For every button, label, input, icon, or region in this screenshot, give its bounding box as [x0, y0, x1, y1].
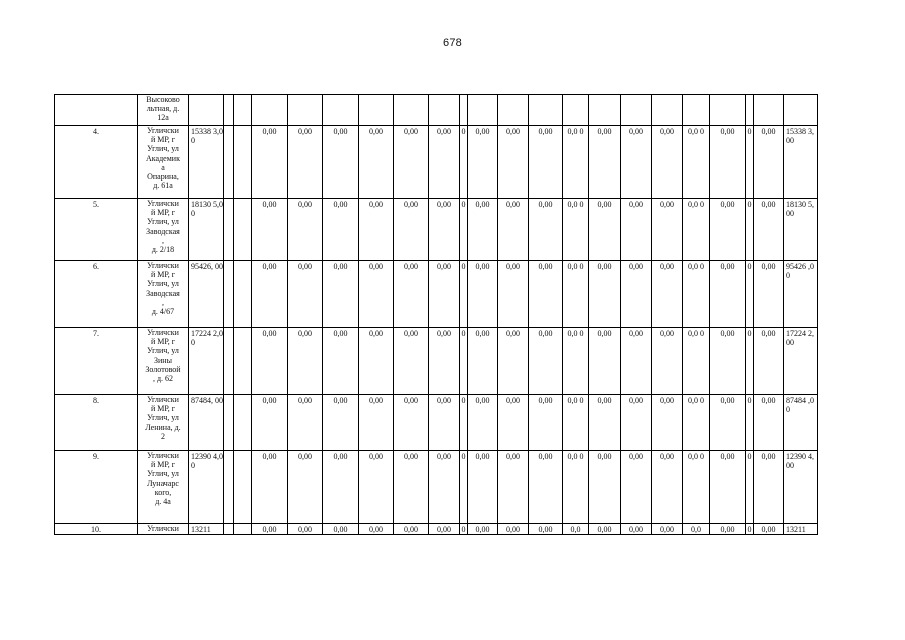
value-cell	[589, 95, 621, 126]
address-cell	[138, 328, 189, 395]
value-cell: 0,00	[468, 395, 498, 451]
value-cell: 0	[460, 261, 468, 328]
value-cell: 0,00	[288, 395, 323, 451]
value-cell: 0,00	[468, 261, 498, 328]
empty-cell	[234, 199, 252, 261]
value-cell	[746, 95, 754, 126]
value-cell: 0,00	[710, 126, 746, 199]
value-cell: 0,00	[394, 328, 429, 395]
value-cell: 0,00	[710, 328, 746, 395]
address-cell	[138, 524, 189, 535]
value-cell: 0	[460, 199, 468, 261]
value-cell	[288, 95, 323, 126]
amount-cell: 87484, 00	[189, 395, 224, 451]
value-cell: 0,00	[288, 126, 323, 199]
value-cell: 0	[747, 525, 752, 534]
address-line: й МР, г	[150, 135, 176, 145]
value-cell: 0,00	[323, 451, 359, 524]
empty-cell	[234, 95, 252, 126]
address-line: кого,	[154, 487, 172, 497]
empty-cell	[224, 524, 234, 535]
address-line: Опарина,	[147, 172, 179, 182]
address-line: д. 61а	[153, 181, 173, 191]
value-cell	[252, 95, 288, 126]
table-row	[55, 199, 818, 261]
address-line: Угличски	[147, 451, 179, 460]
value-cell: 0	[460, 451, 468, 524]
address-cell	[138, 199, 189, 261]
value-cell: 0,0 0	[683, 199, 710, 261]
value-cell: 0,00	[754, 261, 784, 328]
table-row	[55, 395, 818, 451]
value-cell: 0,00	[323, 328, 359, 395]
value-cell: 0,00	[652, 451, 683, 524]
value-cell: 0,00	[468, 328, 498, 395]
value-cell: 0,00	[468, 524, 498, 535]
value-cell: 0,00	[468, 199, 498, 261]
value-cell: 0,00	[323, 261, 359, 328]
value-cell: 0,00	[359, 524, 394, 535]
row-number-cell: 5.	[55, 199, 138, 261]
value-cell: 0,00	[394, 451, 429, 524]
value-cell: 0,00	[529, 328, 563, 395]
address-line: Высоково	[146, 95, 180, 104]
value-cell: 0,00	[589, 261, 621, 328]
value-cell: 0,00	[589, 524, 621, 535]
address-line: Угличски	[147, 126, 179, 135]
empty-cell	[224, 395, 234, 451]
value-cell: 0,00	[468, 451, 498, 524]
address-line: Угличски	[147, 328, 179, 337]
address-line: й МР, г	[150, 270, 176, 280]
value-cell: 0,00	[498, 328, 529, 395]
value-cell: 0,00	[621, 524, 652, 535]
address-cell	[138, 126, 189, 199]
value-cell	[563, 95, 589, 126]
amount-cell: 13211	[189, 524, 224, 535]
value-cell: 0,00	[498, 524, 529, 535]
value-cell	[468, 95, 498, 126]
empty-cell	[234, 524, 252, 535]
address-cell	[138, 451, 189, 524]
value-cell: 0,0 0	[563, 395, 589, 451]
address-line: Углич, ул	[147, 413, 179, 423]
value-cell: 0,00	[359, 395, 394, 451]
value-cell: 0,00	[652, 328, 683, 395]
value-cell	[652, 95, 683, 126]
empty-cell	[234, 451, 252, 524]
row-number-cell: 9.	[55, 451, 138, 524]
value-cell: 0,00	[754, 451, 784, 524]
value-cell: 0,00	[710, 199, 746, 261]
value-cell: 0,0 0	[563, 328, 589, 395]
value-cell	[621, 95, 652, 126]
row-number-cell: 6.	[55, 261, 138, 328]
amount-cell: 17224 2,00	[189, 328, 224, 395]
address-line: Углич, ул	[147, 469, 179, 479]
value-cell: 0,00	[394, 524, 429, 535]
empty-cell	[234, 328, 252, 395]
value-cell: 0,00	[710, 395, 746, 451]
address-line: Углич, ул	[147, 217, 179, 227]
value-cell: 0	[746, 126, 754, 199]
address-line: д. 2/18	[151, 245, 175, 255]
value-cell: 0,0	[563, 524, 589, 535]
row-number-cell: 10.	[55, 524, 138, 535]
table-row	[55, 95, 818, 126]
value-cell: 0,00	[529, 524, 563, 535]
value-cell: 0,00	[754, 328, 784, 395]
address-line: ,	[162, 235, 164, 245]
value-cell	[498, 95, 529, 126]
total-cell: 87484 ,00	[784, 395, 818, 451]
address-line: Угличски	[147, 199, 179, 208]
address-line: а	[161, 162, 165, 172]
value-cell	[323, 95, 359, 126]
value-cell: 0,00	[394, 126, 429, 199]
value-cell: 0,00	[288, 261, 323, 328]
value-cell: 0,00	[754, 126, 784, 199]
total-cell: 12390 4,00	[784, 451, 818, 524]
value-cell: 0,00	[652, 126, 683, 199]
value-cell: 0,00	[468, 126, 498, 199]
value-cell: 0,00	[429, 524, 460, 535]
value-cell: 0,00	[429, 126, 460, 199]
value-cell: 0,00	[589, 451, 621, 524]
value-cell: 0,00	[529, 199, 563, 261]
value-cell: 0,00	[710, 451, 746, 524]
value-cell: 0,00	[429, 451, 460, 524]
value-cell: 0,00	[754, 524, 784, 535]
table-row	[55, 451, 818, 524]
total-cell: 95426 ,00	[784, 261, 818, 328]
value-cell	[359, 95, 394, 126]
value-cell: 0,00	[589, 199, 621, 261]
value-cell	[429, 95, 460, 126]
amount-cell	[189, 95, 224, 126]
value-cell: 0,0 0	[563, 261, 589, 328]
value-cell: 0,00	[710, 261, 746, 328]
value-cell: 0,00	[621, 261, 652, 328]
value-cell: 0,00	[288, 328, 323, 395]
value-cell: 0	[460, 126, 468, 199]
value-cell: 0,00	[288, 199, 323, 261]
data-table-wrapper	[54, 94, 818, 535]
value-cell: 0,00	[754, 395, 784, 451]
address-line: Угличски	[147, 261, 179, 270]
value-cell: 0,00	[252, 261, 288, 328]
address-line: д. 4/67	[151, 307, 175, 317]
value-cell: 0,00	[429, 395, 460, 451]
value-cell: 0,00	[710, 524, 746, 535]
row-number-cell: 7.	[55, 328, 138, 395]
value-cell: 0	[746, 395, 754, 451]
value-cell: 0,00	[621, 451, 652, 524]
value-cell: 0,00	[394, 395, 429, 451]
value-cell: 0,00	[589, 395, 621, 451]
value-cell: 0,00	[394, 261, 429, 328]
row-number-cell: 8.	[55, 395, 138, 451]
value-cell: 0,0	[683, 524, 710, 535]
total-cell: 18130 5,00	[784, 199, 818, 261]
value-cell: 0,00	[498, 395, 529, 451]
value-cell: 0,0 0	[683, 261, 710, 328]
address-line: льтная, д.	[146, 104, 180, 114]
value-cell: 0,00	[252, 126, 288, 199]
value-cell: 0,00	[652, 199, 683, 261]
address-cell	[138, 395, 189, 451]
value-cell: 0,00	[359, 199, 394, 261]
address-cell	[138, 95, 189, 126]
value-cell: 0,00	[252, 451, 288, 524]
value-cell: 0,0 0	[563, 451, 589, 524]
empty-cell	[234, 395, 252, 451]
value-cell: 0,00	[323, 395, 359, 451]
amount-cell: 95426, 00	[189, 261, 224, 328]
address-line: д. 4а	[155, 497, 171, 507]
value-cell: 0	[460, 395, 468, 451]
value-cell: 0,0 0	[563, 126, 589, 199]
row-number-cell	[55, 95, 138, 126]
value-cell: 0,00	[621, 126, 652, 199]
address-line: ,	[162, 297, 164, 307]
amount-cell: 18130 5,00	[189, 199, 224, 261]
value-cell: 0,0 0	[683, 451, 710, 524]
empty-cell	[224, 126, 234, 199]
value-cell: 0,00	[429, 261, 460, 328]
table-row	[55, 524, 818, 535]
value-cell	[754, 95, 784, 126]
empty-cell	[234, 261, 252, 328]
value-cell: 0,00	[589, 328, 621, 395]
empty-cell	[234, 126, 252, 199]
empty-cell	[224, 261, 234, 328]
value-cell: 0	[461, 525, 466, 534]
value-cell	[394, 95, 429, 126]
address-line: Академик	[146, 153, 180, 163]
value-cell: 0,00	[288, 451, 323, 524]
value-cell: 0,00	[652, 395, 683, 451]
value-cell: 0,00	[589, 126, 621, 199]
value-cell: 0,0 0	[683, 328, 710, 395]
address-line: й МР, г	[150, 404, 176, 414]
table-row	[55, 126, 818, 199]
address-line: й МР, г	[150, 460, 176, 470]
value-cell: 0,00	[323, 126, 359, 199]
empty-cell	[224, 199, 234, 261]
value-cell	[529, 95, 563, 126]
address-line: й МР, г	[150, 208, 176, 218]
value-cell: 0,0 0	[683, 126, 710, 199]
value-cell: 0,00	[498, 451, 529, 524]
value-cell: 0,00	[498, 261, 529, 328]
total-cell: 17224 2,00	[784, 328, 818, 395]
value-cell: 0,00	[359, 451, 394, 524]
value-cell: 0,00	[429, 199, 460, 261]
data-table	[54, 94, 818, 535]
amount-cell: 15338 3,00	[189, 126, 224, 199]
value-cell: 0,00	[323, 199, 359, 261]
value-cell: 0,0 0	[683, 395, 710, 451]
total-cell: 15338 3,00	[784, 126, 818, 199]
row-number-cell: 4.	[55, 126, 138, 199]
address-line: Угличски	[147, 524, 179, 533]
value-cell: 0	[460, 328, 468, 395]
value-cell: 0,00	[252, 328, 288, 395]
value-cell	[683, 95, 710, 126]
value-cell: 0,00	[529, 126, 563, 199]
value-cell: 0,0 0	[563, 199, 589, 261]
value-cell: 0,00	[621, 395, 652, 451]
value-cell: 0,00	[652, 524, 683, 535]
address-line: Золотовой	[145, 364, 181, 374]
value-cell: 0,00	[359, 328, 394, 395]
value-cell: 0,00	[323, 524, 359, 535]
amount-cell: 12390 4,00	[189, 451, 224, 524]
address-line: Заводская	[146, 288, 180, 298]
empty-cell	[224, 451, 234, 524]
value-cell: 0,00	[621, 199, 652, 261]
value-cell: 0	[746, 328, 754, 395]
page-number: 678	[443, 37, 462, 49]
address-line: 12а	[157, 113, 169, 123]
table-row	[55, 328, 818, 395]
value-cell: 0,00	[359, 126, 394, 199]
address-line: 2	[161, 431, 165, 441]
empty-cell	[224, 328, 234, 395]
value-cell: 0	[746, 199, 754, 261]
value-cell: 0,00	[252, 199, 288, 261]
value-cell: 0,00	[529, 451, 563, 524]
value-cell: 0	[746, 261, 754, 328]
address-line: Углич, ул	[147, 279, 179, 289]
empty-cell	[224, 95, 234, 126]
value-cell	[710, 95, 746, 126]
address-line: Углич, ул	[147, 346, 179, 356]
value-cell: 0,00	[529, 261, 563, 328]
value-cell: 0,00	[252, 395, 288, 451]
value-cell: 0	[746, 451, 754, 524]
value-cell: 0,00	[359, 261, 394, 328]
address-line: , д. 62	[152, 374, 174, 384]
value-cell: 0,00	[288, 524, 323, 535]
value-cell: 0,00	[498, 126, 529, 199]
value-cell: 0,00	[754, 199, 784, 261]
address-line: й МР, г	[150, 337, 176, 347]
value-cell: 0,00	[652, 261, 683, 328]
address-line: Заводская	[146, 226, 180, 236]
value-cell: 0,00	[498, 199, 529, 261]
address-line: Луначарс	[147, 478, 179, 488]
value-cell	[460, 95, 468, 126]
address-line: Угличски	[147, 395, 179, 404]
table-row	[55, 261, 818, 328]
value-cell: 0,00	[529, 395, 563, 451]
address-cell	[138, 261, 189, 328]
address-line: Зины	[154, 355, 172, 365]
total-cell: 13211	[784, 524, 818, 535]
value-cell: 0,00	[252, 524, 288, 535]
total-cell	[784, 95, 818, 126]
value-cell: 0,00	[394, 199, 429, 261]
address-line: Ленина, д.	[145, 422, 181, 432]
value-cell: 0,00	[429, 328, 460, 395]
address-line: Углич, ул	[147, 144, 179, 154]
value-cell: 0,00	[621, 328, 652, 395]
